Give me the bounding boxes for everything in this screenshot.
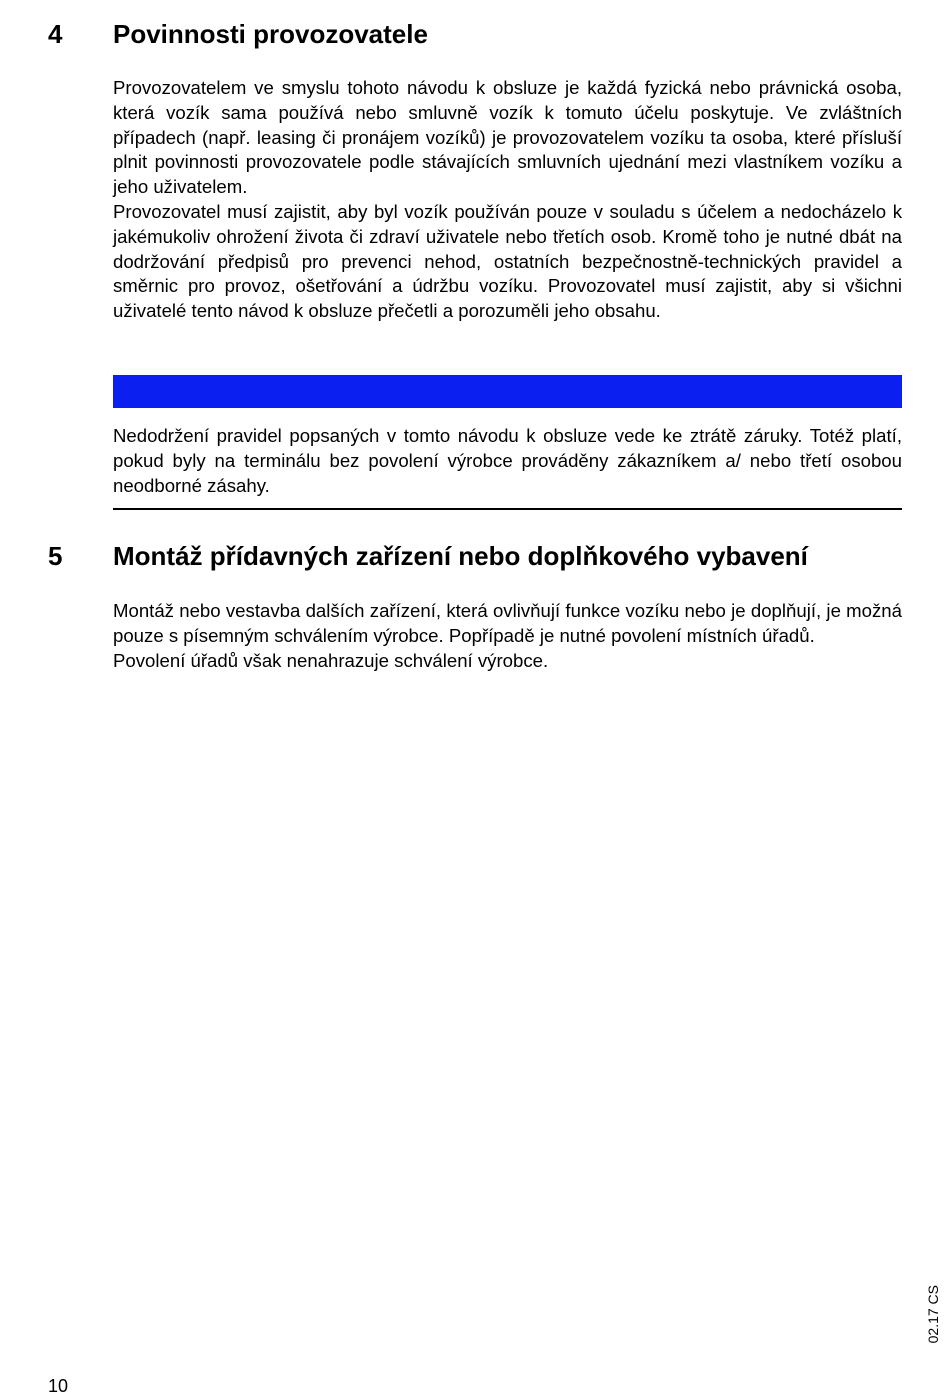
section-5-body xyxy=(113,599,902,673)
page-number: 10 xyxy=(48,1376,69,1396)
notice-divider xyxy=(113,508,902,510)
notice-text: Nedodržení pravidel popsaných v tomto návodu k obsluze vede ke ztrátě záruky. Totéž platí, pokud byly na terminálu bez povolení výrobce prováděny zákazníkem a/ nebo třetí osobou neodborné zásahy. xyxy=(113,425,902,496)
section-4-body xyxy=(113,76,902,324)
notice-header-bar xyxy=(113,375,902,408)
section-4-number: 4 xyxy=(48,19,63,49)
section-5-number: 5 xyxy=(48,541,63,571)
section-5-paragraph-1: Montáž nebo vestavba dalších zařízení, která ovlivňují funkce vozíku nebo je doplňují, je možná pouze s písemným schválením výrobce. Popřípadě je nutné povolení místních úřadů. xyxy=(113,600,902,646)
section-4-paragraph-1: Provozovatelem ve smyslu tohoto návodu k obsluze je každá fyzická nebo právnická osoba, která vozík sama používá nebo smluvně vozík k tomuto účelu poskytuje. Ve zvláštních případech (např. leasing či pronájem vozíků) je provozovatelem vozíku ta osoba, které přísluší plnit povinnosti provozovatele podle stávajících smluvních ujednání mezi vlastníkem vozíku a jeho uživatelem. xyxy=(113,77,902,198)
section-4-paragraph-2: Provozovatel musí zajistit, aby byl vozík používán pouze v souladu s účelem a nedocházelo k jakémukoliv ohrožení života či zdraví uživatele nebo třetích osob. Kromě toho je nutné dbát na dodržování předpisů pro prevenci nehod, ostatních bezpečnostně-technických pravidel a směrnic pro provoz, ošetřování a údržbu vozíku. Provozovatel musí zajistit, aby si všichni uživatelé tento návod k obsluze přečetli a porozuměli jeho obsahu. xyxy=(113,200,902,322)
section-5-title: Montáž přídavných zařízení nebo doplňkového vybavení xyxy=(113,541,808,571)
section-4-title: Povinnosti provozovatele xyxy=(113,19,428,49)
section-5-paragraph-2: Povolení úřadů však nenahrazuje schválení výrobce. xyxy=(113,649,549,671)
footer-date-code: 02.17 CS xyxy=(925,1285,941,1344)
notice-box xyxy=(113,424,902,498)
